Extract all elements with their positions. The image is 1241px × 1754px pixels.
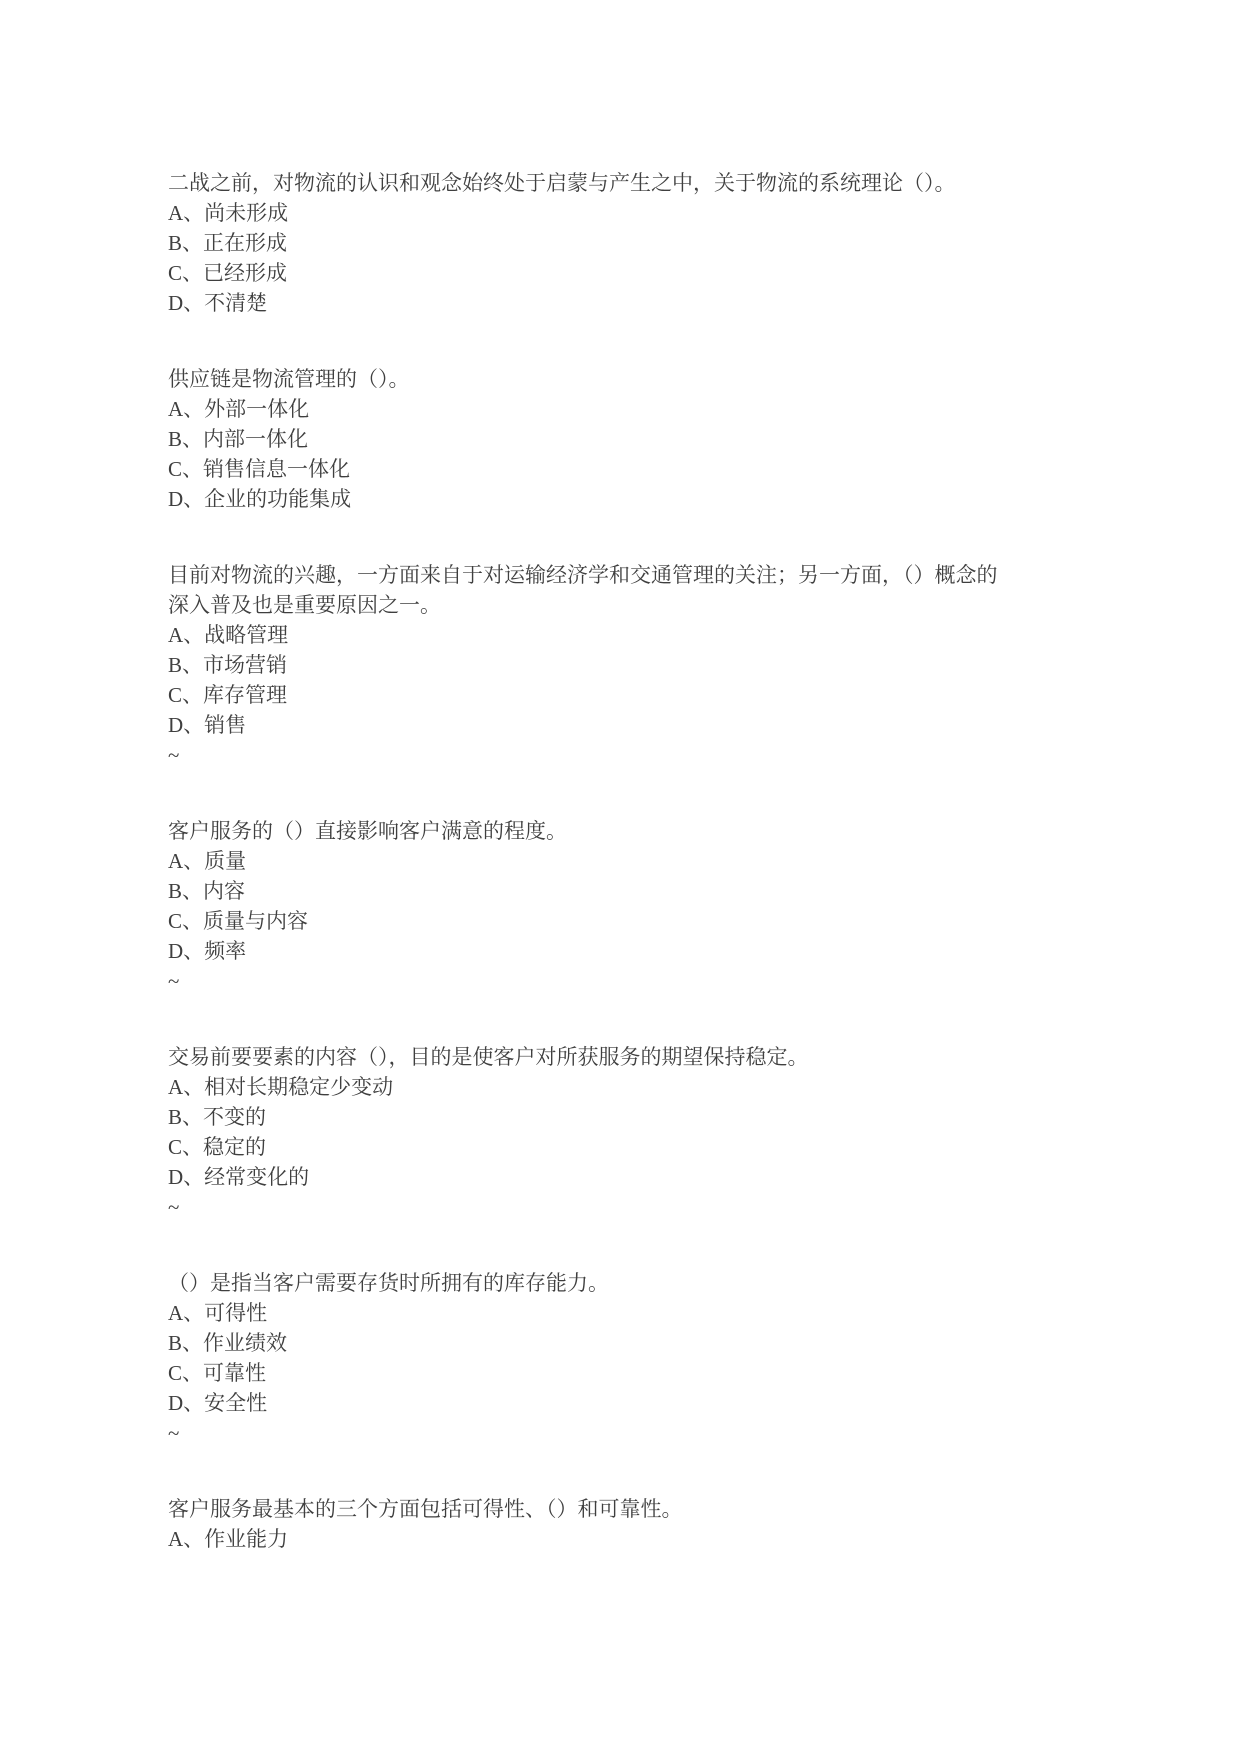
option-d: D、经常变化的: [168, 1165, 310, 1189]
option-b: B、正在形成: [168, 231, 288, 255]
section-separator-tilde: ~: [168, 969, 180, 993]
option-c: C、已经形成: [168, 261, 288, 285]
question-stem: 客户服务最基本的三个方面包括可得性、（）和可靠性。: [168, 1497, 683, 1521]
section-separator-tilde: ~: [168, 743, 180, 767]
question-stem: 二战之前，对物流的认识和观念始终处于启蒙与产生之中，关于物流的系统理论（）。: [168, 171, 956, 195]
option-c: C、质量与内容: [168, 909, 309, 933]
option-a: A、外部一体化: [168, 397, 310, 421]
question-block-7: [168, 1494, 1018, 1554]
option-d: D、频率: [168, 939, 247, 963]
question-block-4: [168, 816, 1018, 996]
section-separator-tilde: ~: [168, 1195, 180, 1219]
option-a: A、战略管理: [168, 623, 289, 647]
option-b: B、内部一体化: [168, 427, 309, 451]
question-stem: （）是指当客户需要存货时所拥有的库存能力。: [168, 1271, 609, 1295]
option-d: D、企业的功能集成: [168, 487, 352, 511]
question-block-6: [168, 1268, 1018, 1448]
option-d: D、安全性: [168, 1391, 268, 1415]
option-c: C、销售信息一体化: [168, 457, 351, 481]
question-stem: 交易前要要素的内容（），目的是使客户对所获服务的期望保持稳定。: [168, 1045, 809, 1069]
option-b: B、不变的: [168, 1105, 267, 1129]
option-a: A、相对长期稳定少变动: [168, 1075, 394, 1099]
option-a: A、质量: [168, 849, 247, 873]
option-b: B、市场营销: [168, 653, 288, 677]
question-block-5: [168, 1042, 1018, 1222]
option-c: C、库存管理: [168, 683, 288, 707]
option-a: A、尚未形成: [168, 201, 289, 225]
option-d: D、销售: [168, 713, 247, 737]
option-a: A、作业能力: [168, 1527, 289, 1551]
option-c: C、可靠性: [168, 1361, 267, 1385]
question-block-1: [168, 168, 1018, 318]
question-block-2: [168, 364, 1018, 514]
option-c: C、稳定的: [168, 1135, 267, 1159]
option-d: D、不清楚: [168, 291, 268, 315]
question-stem: 客户服务的（）直接影响客户满意的程度。: [168, 819, 567, 843]
section-separator-tilde: ~: [168, 1421, 180, 1445]
question-block-3: [168, 560, 1018, 770]
question-stem: 目前对物流的兴趣，一方面来自于对运输经济学和交通管理的关注；另一方面，（）概念的深入普及也是重要原因之一。: [168, 563, 998, 617]
option-b: B、内容: [168, 879, 246, 903]
question-stem: 供应链是物流管理的（）。: [168, 367, 410, 391]
option-b: B、作业绩效: [168, 1331, 288, 1355]
option-a: A、可得性: [168, 1301, 268, 1325]
